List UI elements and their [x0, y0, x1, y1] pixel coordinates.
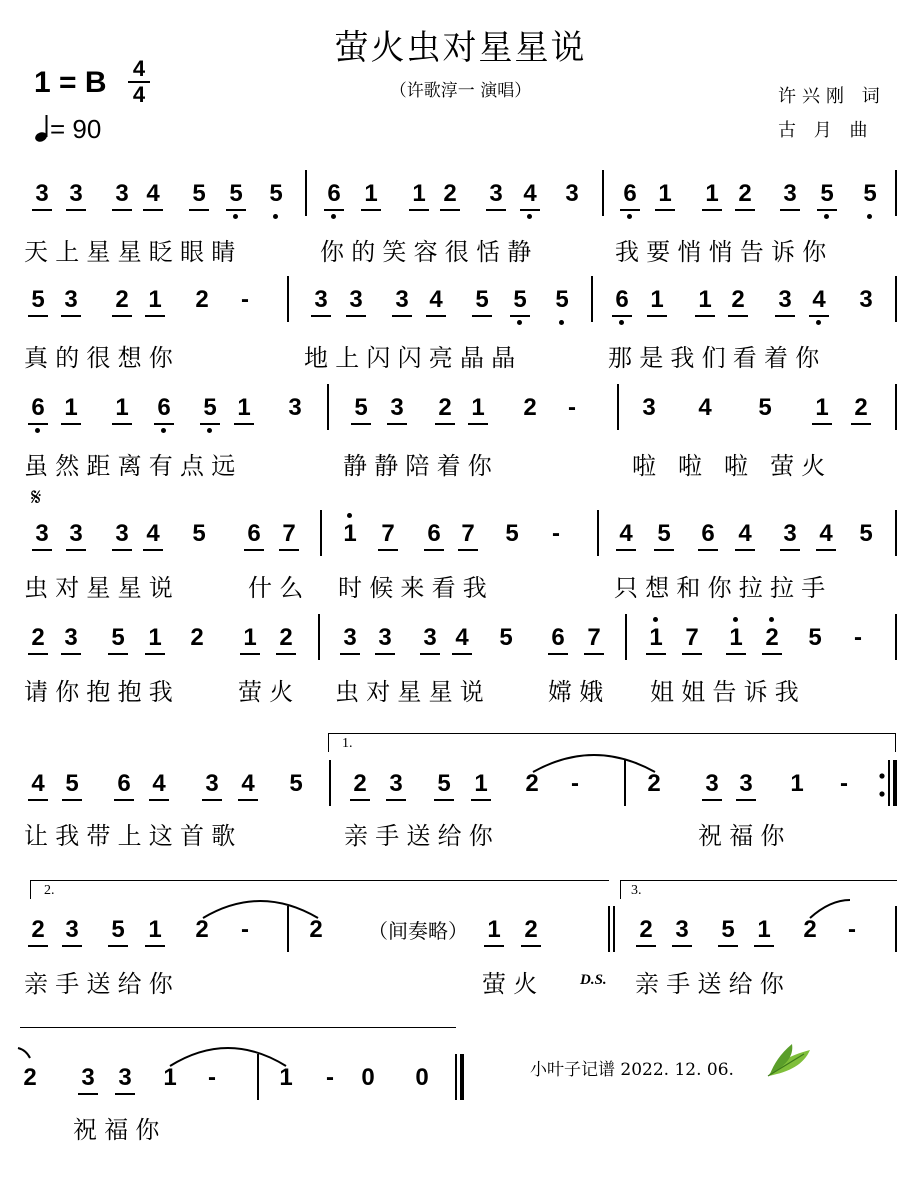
note-digit: 6 [247, 520, 261, 547]
note-digit: 3 [288, 394, 302, 421]
note-digit: 4 [812, 286, 826, 313]
note-digit: 6 [551, 624, 565, 651]
note-digit: 3 [378, 624, 392, 651]
note-digit: 5 [808, 624, 822, 651]
note-digit: 7 [461, 520, 475, 547]
note-digit: 0 [361, 1064, 375, 1091]
note-digit: 3 [81, 1064, 95, 1091]
note-digit: 4 [146, 520, 160, 547]
lyric-line: 祝福你 [698, 822, 792, 850]
double-bar-thin [608, 906, 610, 952]
note-digit: 5 [31, 286, 45, 313]
note-digit: 5 [721, 916, 735, 943]
lyric-line: 虫对星星说 [24, 574, 180, 602]
note-digit: 1 [815, 394, 829, 421]
note-digit: 5 [289, 770, 303, 797]
note-digit: 5 [354, 394, 368, 421]
note-digit: 2 [525, 770, 539, 797]
note-digit: 1 [364, 180, 378, 207]
lyricist-credit: 许兴刚 词 [778, 86, 886, 107]
note-digit: 1 [148, 624, 162, 651]
ds-mark: D.S. [580, 972, 607, 988]
tie-arc [203, 901, 318, 918]
note-digit: 1 [650, 286, 664, 313]
segno-mark: 𝄋 [31, 484, 42, 511]
note-dash: - [552, 520, 560, 547]
repeat-bar-thick [893, 760, 897, 806]
note-digit: 5 [505, 520, 519, 547]
note-digit: 4 [455, 624, 469, 651]
repeat-bar-thin [888, 760, 890, 806]
note-digit: 5 [192, 180, 206, 207]
lyric-line: 真的很想你 [24, 344, 180, 372]
note-dash: - [326, 1064, 334, 1091]
song-title: 萤火虫对星星说 [334, 28, 587, 68]
lyric-line: 祝福你 [73, 1116, 167, 1144]
note-digit: 0 [415, 1064, 429, 1091]
interlude-note: （间奏略） [368, 921, 468, 943]
note-digit: 4 [152, 770, 166, 797]
note-digit: 6 [117, 770, 131, 797]
note-digit: 1 [649, 624, 663, 651]
tie-arc [533, 755, 655, 772]
note-digit: 1 [148, 286, 162, 313]
final-bar-thick [460, 1054, 464, 1100]
lyric-line: 地上闪闪亮晶晶 [304, 344, 523, 372]
note-digit: 1 [237, 394, 251, 421]
note-digit: 2 [738, 180, 752, 207]
note-digit: 4 [31, 770, 45, 797]
note-digit: 2 [443, 180, 457, 207]
note-digit: 1 [115, 394, 129, 421]
volta-number-1: 1. [342, 736, 353, 751]
note-digit: 3 [69, 180, 83, 207]
note-digit: 6 [701, 520, 715, 547]
note-digit: 3 [115, 520, 129, 547]
note-digit: 6 [327, 180, 341, 207]
meter-top: 4 [132, 56, 146, 81]
note-digit: 2 [115, 286, 129, 313]
meter-bottom: 4 [132, 82, 146, 107]
tie-arc [18, 1048, 30, 1058]
tempo-value: = 90 [50, 114, 102, 144]
double-bar-thin [613, 906, 615, 952]
note-digit: 4 [146, 180, 160, 207]
note-digit: 6 [427, 520, 441, 547]
volta-number-2: 2. [44, 883, 55, 898]
tie-arc [170, 1048, 286, 1066]
note-digit: 3 [118, 1064, 132, 1091]
lyric-line: 萤火 [482, 970, 545, 998]
note-digit: 5 [758, 394, 772, 421]
note-digit: 5 [111, 624, 125, 651]
lyric-line: 萤火 [238, 678, 301, 706]
note-digit: 3 [739, 770, 753, 797]
note-digit: 7 [685, 624, 699, 651]
note-digit: 5 [513, 286, 527, 313]
note-digit: 5 [192, 520, 206, 547]
note-digit: 2 [523, 394, 537, 421]
note-digit: 3 [205, 770, 219, 797]
note-digit: 5 [863, 180, 877, 207]
note-digit: 3 [35, 520, 49, 547]
note-digit: 2 [195, 916, 209, 943]
note-digit: 3 [65, 916, 79, 943]
note-digit: 4 [819, 520, 833, 547]
note-dash: - [848, 916, 856, 943]
note-digit: 6 [623, 180, 637, 207]
tie-arc [810, 900, 850, 918]
note-digit: 3 [64, 286, 78, 313]
repeat-dot [879, 773, 884, 778]
note-digit: 2 [31, 916, 45, 943]
note-digit: 3 [343, 624, 357, 651]
lyric-line: 啦 啦 啦 萤火 [632, 452, 833, 480]
note-digit: 3 [565, 180, 579, 207]
note-digit: 3 [778, 286, 792, 313]
note-digit: 1 [729, 624, 743, 651]
note-digit: 5 [229, 180, 243, 207]
note-digit: 5 [203, 394, 217, 421]
note-digit: 2 [309, 916, 323, 943]
lyric-line: 亲手送给你 [635, 970, 791, 998]
note-dash: - [854, 624, 862, 651]
note-digit: 2 [803, 916, 817, 943]
note-dash: - [241, 916, 249, 943]
lyric-line: 请你抱抱我 [24, 678, 180, 706]
note-digit: 3 [64, 624, 78, 651]
lyric-line: 只想和你拉拉手 [614, 574, 833, 602]
note-digit: 7 [587, 624, 601, 651]
lyric-line: 天上星星眨眼睛 [24, 238, 243, 266]
note-digit: 2 [279, 624, 293, 651]
note-digit: 5 [111, 916, 125, 943]
note-digit: 3 [423, 624, 437, 651]
note-digit: 4 [698, 394, 712, 421]
lyric-line: 虫对星星说 [335, 678, 491, 706]
note-digit: 5 [859, 520, 873, 547]
note-digit: 3 [859, 286, 873, 313]
note-digit: 3 [389, 770, 403, 797]
lyric-line: 你的笑容很恬静 [320, 238, 539, 266]
note-digit: 1 [757, 916, 771, 943]
note-digit: 2 [31, 624, 45, 651]
note-digit: 1 [163, 1064, 177, 1091]
lyric-line: 那是我们看着你 [608, 344, 827, 372]
note-digit: 6 [615, 286, 629, 313]
note-digit: 5 [499, 624, 513, 651]
note-digit: 2 [195, 286, 209, 313]
note-dash: - [840, 770, 848, 797]
note-digit: 2 [854, 394, 868, 421]
note-digit: 4 [523, 180, 537, 207]
note-digit: 5 [657, 520, 671, 547]
note-digit: 2 [190, 624, 204, 651]
repeat-dot [879, 791, 884, 796]
note-digit: 1 [343, 520, 357, 547]
transcriber-credit: 小叶子记谱 2022. 12. 06. [530, 1060, 734, 1080]
note-dash: - [241, 286, 249, 313]
note-digit: 1 [698, 286, 712, 313]
note-digit: 4 [429, 286, 443, 313]
note-digit: 2 [647, 770, 661, 797]
lyric-line: 静静陪着你 [343, 452, 499, 480]
note-digit: 3 [783, 180, 797, 207]
composer-credit: 古 月 曲 [778, 120, 874, 141]
note-digit: 1 [658, 180, 672, 207]
note-digit: 3 [395, 286, 409, 313]
note-digit: 2 [731, 286, 745, 313]
note-digit: 6 [31, 394, 45, 421]
note-digit: 3 [349, 286, 363, 313]
note-digit: 1 [148, 916, 162, 943]
note-digit: 2 [23, 1064, 37, 1091]
note-digit: 2 [438, 394, 452, 421]
final-bar-thin [455, 1054, 457, 1100]
lyric-line: 让我带上这首歌 [24, 822, 243, 850]
note-digit: 3 [705, 770, 719, 797]
note-digit: 1 [412, 180, 426, 207]
note-digit: 7 [282, 520, 296, 547]
lyric-line: 姐姐告诉我 [650, 678, 806, 706]
note-digit: 5 [269, 180, 283, 207]
note-digit: 2 [353, 770, 367, 797]
note-digit: 1 [64, 394, 78, 421]
note-dash: - [208, 1064, 216, 1091]
note-digit: 1 [705, 180, 719, 207]
note-digit: 3 [35, 180, 49, 207]
note-digit: 7 [381, 520, 395, 547]
note-digit: 3 [783, 520, 797, 547]
note-digit: 1 [474, 770, 488, 797]
note-digit: 1 [790, 770, 804, 797]
lyric-line: 亲手送给你 [24, 970, 180, 998]
note-digit: 4 [241, 770, 255, 797]
note-dash: - [568, 394, 576, 421]
singer-credit: （许歌淳一 演唱） [389, 81, 532, 101]
lyric-line: 嫦娥 [548, 678, 611, 706]
note-digit: 2 [765, 624, 779, 651]
note-digit: 5 [65, 770, 79, 797]
volta-number-3: 3. [631, 883, 642, 898]
note-digit: 1 [279, 1064, 293, 1091]
note-digit: 3 [675, 916, 689, 943]
lyric-line: 我要悄悄告诉你 [615, 238, 834, 266]
note-digit: 2 [524, 916, 538, 943]
note-digit: 1 [471, 394, 485, 421]
note-digit: 3 [314, 286, 328, 313]
note-digit: 5 [437, 770, 451, 797]
note-digit: 4 [619, 520, 633, 547]
note-digit: 3 [390, 394, 404, 421]
lyric-line: 时候来看我 [338, 574, 494, 602]
note-digit: 3 [69, 520, 83, 547]
note-digit: 2 [639, 916, 653, 943]
note-digit: 5 [820, 180, 834, 207]
note-digit: 1 [487, 916, 501, 943]
note-digit: 3 [642, 394, 656, 421]
note-dash: - [571, 770, 579, 797]
lyric-line: 亲手送给你 [344, 822, 500, 850]
note-digit: 3 [115, 180, 129, 207]
note-digit: 5 [475, 286, 489, 313]
note-digit: 4 [738, 520, 752, 547]
note-digit: 3 [489, 180, 503, 207]
note-digit: 1 [243, 624, 257, 651]
note-digit: 5 [555, 286, 569, 313]
lyric-line: 虽然距离有点远 [24, 452, 243, 480]
note-digit: 6 [157, 394, 171, 421]
key-signature: 1 = B [34, 66, 107, 99]
lyric-line: 什么 [248, 574, 311, 602]
